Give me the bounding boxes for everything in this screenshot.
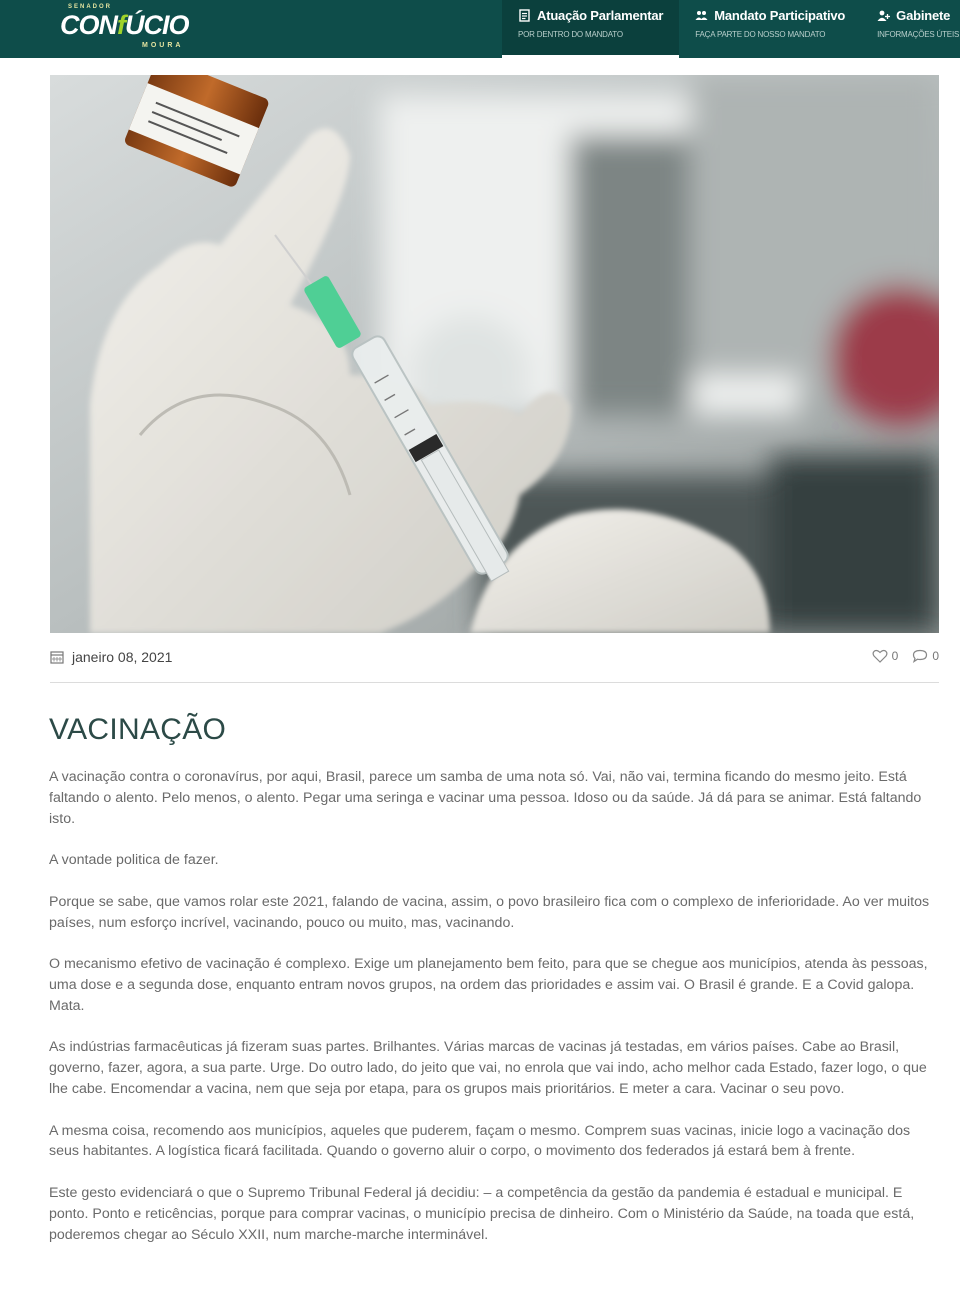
post-paragraph: Porque se sabe, que vamos rolar este 2021, falando de vacina, assim, o povo brasileiro fica com o complexo de inferioridade. Ao ver muitos países, num esforço incrível, vacinando, pouco ou muito, mas, vacinando.: [49, 893, 930, 931]
nav-item-atuacao-parlamentar[interactable]: [502, 0, 679, 58]
likes-counter[interactable]: [872, 649, 899, 663]
post-date-text: janeiro 08, 2021: [72, 649, 173, 665]
nav-label: Atuação Parlamentar: [537, 8, 664, 23]
nav-item-mandato-participativo[interactable]: [679, 0, 861, 58]
group-icon: [695, 9, 708, 22]
main-nav: [502, 0, 960, 58]
person-add-icon: [877, 9, 890, 22]
nav-sublabel: POR DENTRO DO MANDATO: [518, 30, 623, 39]
site-logo[interactable]: [60, 2, 200, 54]
post-paragraph: A mesma coisa, recomendo aos municípios, aqueles que puderem, façam o mesmo. Comprem suas vacinas, inicie logo a vacinação dos seus habitantes. A logística ficará facilitada. Quando o governo aluir o corpo, o movimento dos federados já estará bem à frente.: [49, 1122, 911, 1160]
comments-count: 0: [932, 649, 939, 663]
logo-prefix: SENADOR: [68, 4, 113, 10]
heart-icon: [872, 649, 888, 663]
post-paragraph: Este gesto evidenciará o que o Supremo Tribunal Federal já decidiu: – a competência da gestão da pandemia é estadual e municipal. E ponto. Ponto e reticências, porque para comprar vacinas, o município precisa de dinheiro. Com o Ministério da Saúde, na toada que está, poderemos chegar ao Século XXII, num marche-marche interminável.: [49, 1184, 915, 1243]
logo-name: CONfÚCIO: [60, 10, 189, 40]
nav-label: Mandato Participativo: [714, 8, 846, 23]
post-meta: [50, 647, 939, 683]
comment-icon: [912, 649, 928, 663]
nav-label: Gabinete: [896, 8, 951, 23]
calendar-icon: [50, 650, 64, 664]
post-featured-image[interactable]: [50, 75, 939, 633]
document-icon: [518, 9, 531, 22]
nav-sublabel: FAÇA PARTE DO NOSSO MANDATO: [695, 30, 826, 39]
vaccine-syringe-photo: [50, 75, 939, 633]
likes-count: 0: [891, 649, 899, 663]
logo-suffix: MOURA: [142, 42, 184, 49]
post-title: VACINAÇÃO: [49, 713, 227, 746]
site-header: [0, 0, 960, 58]
comments-counter[interactable]: [912, 649, 939, 663]
post-paragraph: O mecanismo efetivo de vacinação é complexo. Exige um planejamento bem feito, para que se chegue aos municípios, atenda às pessoas, uma dose e a segunda dose, enquanto entram novos grupos, na ordem das prioridades e assim vai. O Brasil é grande. E a Covid galopa. Mata.: [49, 956, 928, 1014]
post-paragraph: A vontade politica de fazer.: [49, 852, 219, 869]
nav-sublabel: INFORMAÇÕES ÚTEIS: [877, 30, 960, 39]
nav-item-gabinete[interactable]: [861, 0, 960, 58]
post-date: [50, 649, 172, 665]
post-paragraph: As indústrias farmacêuticas já fizeram suas partes. Brilhantes. Várias marcas de vacinas já testadas, em vários países. Cabe ao Brasil, governo, fazer, agora, a sua parte. Urge. Do outro lado, do jeito que vai, no enrola que vai indo, acho melhor cada Estado, fazer logo, o que lhe cabe. Encomendar a vacina, nem que seja por etapa, para os grupos mais prioritários. E meter a cara. Vacinar o seu povo.: [49, 1039, 927, 1097]
post-body: [49, 767, 939, 1266]
post-paragraph: A vacinação contra o coronavírus, por aqui, Brasil, parece um samba de uma nota só. Vai, não vai, termina ficando do mesmo jeito. Está faltando o alento. Pelo menos, o alento. Pegar uma seringa e vacinar uma pessoa. Idoso ou da saúde. Já dá para se animar. Está faltando isto.: [49, 769, 922, 827]
post-engagement: [872, 649, 939, 663]
